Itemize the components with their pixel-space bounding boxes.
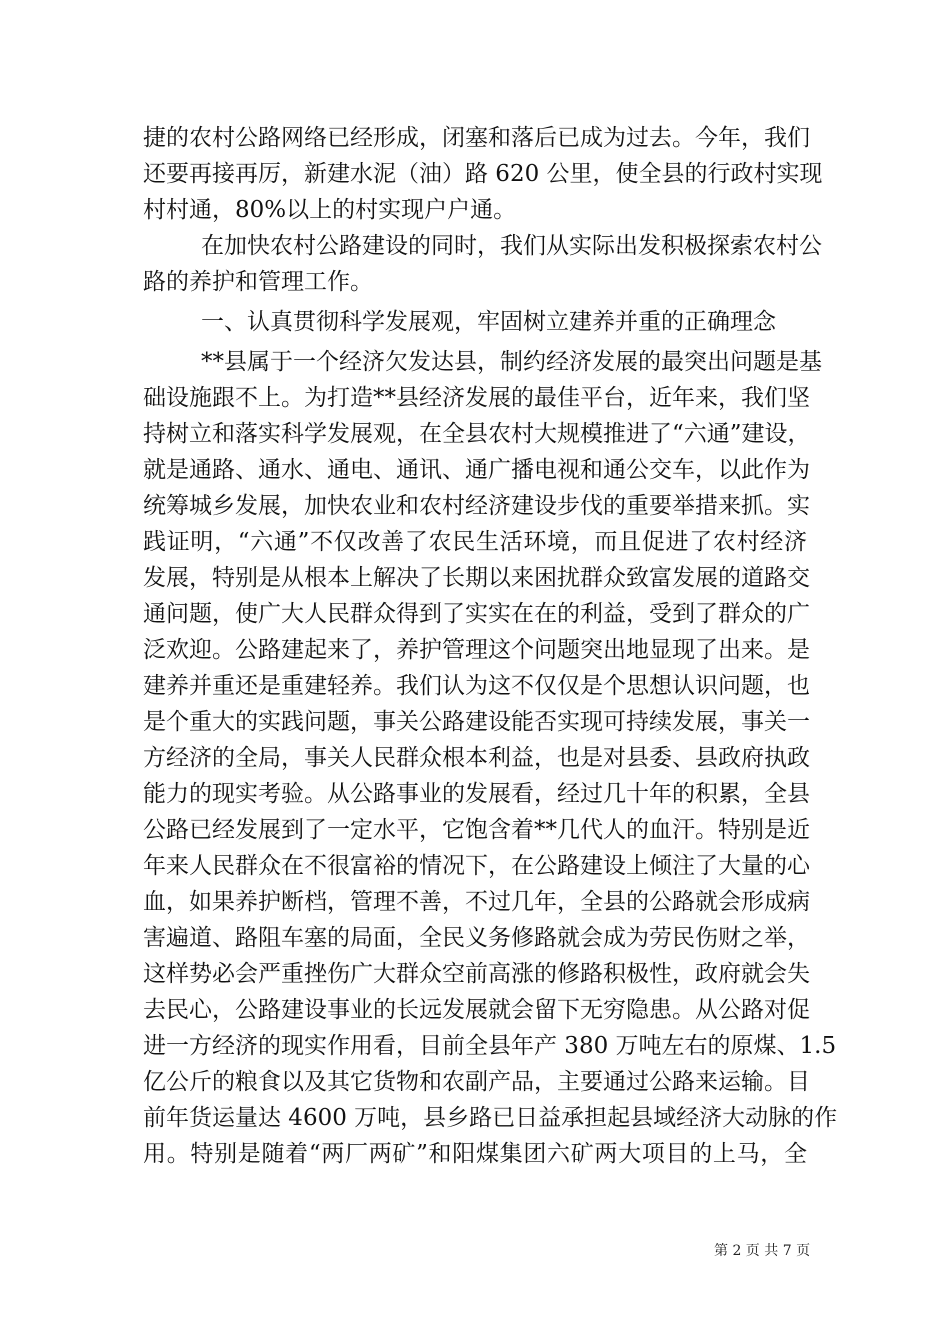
- text-line: 发展，特别是从根本上解决了长期以来困扰群众致富发展的道路交: [143, 565, 810, 591]
- text-line: 通问题，使广大人民群众得到了实实在在的利益，受到了群众的广: [143, 601, 810, 627]
- page-number: 第 2 页 共 7 页: [714, 1243, 811, 1259]
- text-line: 路的养护和管理工作。: [143, 269, 373, 295]
- text-line: 捷的农村公路网络已经形成，闭塞和落后已成为过去。今年，我们: [143, 125, 810, 151]
- text-line: 是个重大的实践问题，事关公路建设能否实现可持续发展，事关一: [143, 709, 810, 735]
- text-line: 持树立和落实科学发展观，在全县农村大规模推进了“六通”建设，: [143, 421, 811, 447]
- text-line: **县属于一个经济欠发达县，制约经济发展的最突出问题是基: [201, 349, 822, 375]
- text-line: 就是通路、通水、通电、通讯、通广播电视和通公交车，以此作为: [143, 457, 810, 483]
- text-line: 还要再接再厉，新建水泥（油）路 620 公里，使全县的行政村实现: [143, 161, 823, 187]
- text-line: 践证明，“六通”不仅改善了农民生活环境，而且促进了农村经济: [143, 529, 807, 555]
- text-line: 年来人民群众在不很富裕的情况下，在公路建设上倾注了大量的心: [143, 853, 810, 879]
- text-line: 血，如果养护断档，管理不善，不过几年，全县的公路就会形成病: [143, 889, 810, 915]
- text-line: 村村通，80%以上的村实现户户通。: [143, 197, 517, 223]
- section-heading: 一、认真贯彻科学发展观，牢固树立建养并重的正确理念: [201, 309, 776, 335]
- text-line: 去民心，公路建设事业的长远发展就会留下无穷隐患。从公路对促: [143, 997, 810, 1023]
- text-line: 础设施跟不上。为打造**县经济发展的最佳平台，近年来，我们坚: [143, 385, 810, 411]
- text-line: 泛欢迎。公路建起来了，养护管理这个问题突出地显现了出来。是: [143, 637, 810, 663]
- text-line: 公路已经发展到了一定水平，它饱含着**几代人的血汗。特别是近: [143, 817, 810, 843]
- text-line: 亿公斤的粮食以及其它货物和农副产品，主要通过公路来运输。目: [143, 1069, 810, 1095]
- text-line: 这样势必会严重挫伤广大群众空前高涨的修路积极性，政府就会失: [143, 961, 810, 987]
- text-line: 进一方经济的现实作用看，目前全县年产 380 万吨左右的原煤、1.5: [143, 1033, 837, 1059]
- text-line: 前年货运量达 4600 万吨，县乡路已日益承担起县域经济大动脉的作: [143, 1105, 838, 1131]
- text-line: 用。特别是随着“两厂两矿”和阳煤集团六矿两大项目的上马，全: [143, 1141, 807, 1167]
- text-line: 统筹城乡发展，加快农业和农村经济建设步伐的重要举措来抓。实: [143, 493, 810, 519]
- text-line: 方经济的全局，事关人民群众根本利益，也是对县委、县政府执政: [143, 745, 810, 771]
- text-line: 在加快农村公路建设的同时，我们从实际出发积极探索农村公: [201, 233, 822, 259]
- text-line: 建养并重还是重建轻养。我们认为这不仅仅是个思想认识问题，也: [143, 673, 810, 699]
- text-line: 害遍道、路阻车塞的局面，全民义务修路就会成为劳民伤财之举，: [143, 925, 810, 951]
- text-line: 能力的现实考验。从公路事业的发展看，经过几十年的积累，全县: [143, 781, 810, 807]
